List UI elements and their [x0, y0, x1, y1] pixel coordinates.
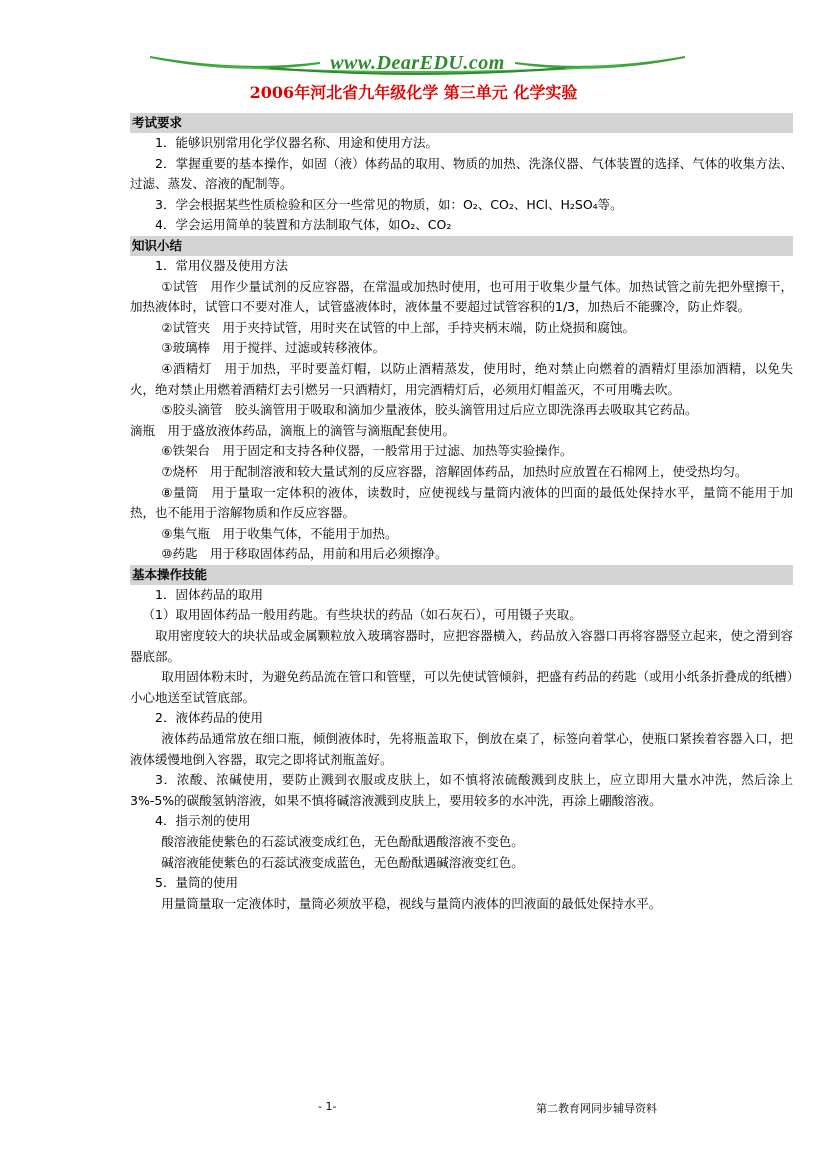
- paragraph: 取用固体粉末时，为避免药品流在管口和管壁，可以先使试管倾斜，把盛有药品的药匙（或用小纸条折叠成的纸槽）小心地送至试管底部。: [130, 669, 793, 705]
- paragraph: 1．固体药品的取用: [155, 586, 263, 602]
- paragraph: 3．浓酸、浓碱使用，要防止溅到衣服或皮肤上，如不慎将浓硫酸溅到皮肤上，应立即用大量水冲洗，然后涂上3%-5%的碳酸氢钠溶液，如果不慎将碱溶液溅到皮肤上，要用较多的水冲洗，再涂上硼酸溶液。: [130, 772, 793, 808]
- page-number: - 1-: [318, 1100, 337, 1113]
- paragraph: 5．量筒的使用: [155, 875, 238, 891]
- paragraph: ④酒精灯 用于加热，平时要盖灯帽，以防止酒精蒸发，使用时，绝对禁止向燃着的酒精灯里添加酒精，以免失火，绝对禁止用燃着酒精灯去引燃另一只酒精灯，用完酒精灯后，必须用灯帽盖灭，不可用嘴去吹。: [130, 360, 793, 397]
- paragraph: ⑥铁架台 用于固定和支持各种仪器，一般常用于过滤、加热等实验操作。: [161, 443, 573, 459]
- paragraph: 3．学会根据某些性质检验和区分一些常见的物质，如：O₂、CO₂、HCl、H₂SO₄等。: [155, 196, 623, 212]
- section-heading: 知识小结: [130, 236, 793, 256]
- document-body: [130, 113, 793, 914]
- paragraph: 取用密度较大的块状品或金属颗粒放入玻璃容器时，应把容器横入，药品放入容器口再将容器竖立起来，使之滑到容器底部。: [130, 628, 793, 664]
- paragraph: （1）取用固体药品一般用药匙。有些块状的药品（如石灰石），可用镊子夹取。: [142, 607, 582, 623]
- section-heading: 基本操作技能: [130, 565, 793, 585]
- footer-source: 第二教育网同步辅导资料: [536, 1102, 657, 1115]
- paragraph: 酸溶液能使紫色的石蕊试液变成红色，无色酚酞遇酸溶液不变色。: [161, 834, 524, 849]
- paragraph: ⑤胶头滴管 胶头滴管用于吸取和滴加少量液体，胶头滴管用过后应立即洗涤再去吸取其它药品。: [161, 402, 698, 418]
- paragraph: ②试管夹 用于夹持试管，用时夹在试管的中上部，手持夹柄末端，防止烧损和腐蚀。: [161, 319, 635, 335]
- page-title: 2006年河北省九年级化学 第三单元 化学实验: [249, 83, 578, 102]
- paragraph: 用量筒量取一定液体时，量筒必须放平稳，视线与量筒内液体的凹液面的最低处保持水平。: [161, 895, 662, 911]
- paragraph: 液体药品通常放在细口瓶，倾倒液体时，先将瓶盖取下，倒放在桌了，标签向着掌心，使瓶口紧挨着容器入口，把液体缓慢地倒入容器，取完之即将试剂瓶盖好。: [130, 731, 793, 767]
- paragraph: ⑩药匙 用于移取固体药品，用前和用后必须擦净。: [161, 546, 448, 562]
- paragraph: 滴瓶 用于盛放液体药品，滴瓶上的滴管与滴瓶配套使用。: [130, 422, 456, 438]
- paragraph: 4．学会运用简单的装置和方法制取气体，如O₂、CO₂: [155, 217, 452, 233]
- paragraph: 4．指示剂的使用: [155, 813, 251, 829]
- paragraph: ⑨集气瓶 用于收集气体，不能用于加热。: [161, 525, 398, 541]
- paragraph: 2．液体药品的使用: [155, 710, 263, 726]
- logo-text: www.DearEDU.com: [330, 52, 505, 74]
- paragraph: ③玻璃棒 用于搅拌、过滤或转移液体。: [161, 340, 385, 356]
- paragraph: 1．能够识别常用化学仪器名称、用途和使用方法。: [155, 135, 438, 150]
- paragraph: ⑧量筒 用于量取一定体积的液体，读数时，应使视线与量筒内液体的凹面的最低处保持水平，量筒不能用于加热，也不能用于溶解物质和作反应容器。: [130, 484, 793, 521]
- paragraph: 碱溶液能使紫色的石蕊试液变成蓝色，无色酚酞遇碱溶液变红色。: [161, 854, 524, 870]
- paragraph: 1．常用仪器及使用方法: [155, 257, 288, 273]
- paragraph: ①试管 用作少量试剂的反应容器，在常温或加热时使用，也可用于收集少量气体。加热试管之前先把外壁擦干，加热液体时，试管口不要对准人，试管盛液体时，液体量不要超过试管容积的1/3，加热后不能骤冷，防止炸裂。: [130, 278, 793, 315]
- section-heading: 考试要求: [130, 113, 793, 133]
- paragraph: 2．掌握重要的基本操作，如固（液）体药品的取用、物质的加热、洗涤仪器、气体装置的选择、气体的收集方法、过滤、蒸发、溶液的配制等。: [130, 155, 793, 192]
- paragraph: ⑦烧杯 用于配制溶液和较大量试剂的反应容器，溶解固体药品，加热时应放置在石棉网上，使受热均匀。: [161, 463, 748, 479]
